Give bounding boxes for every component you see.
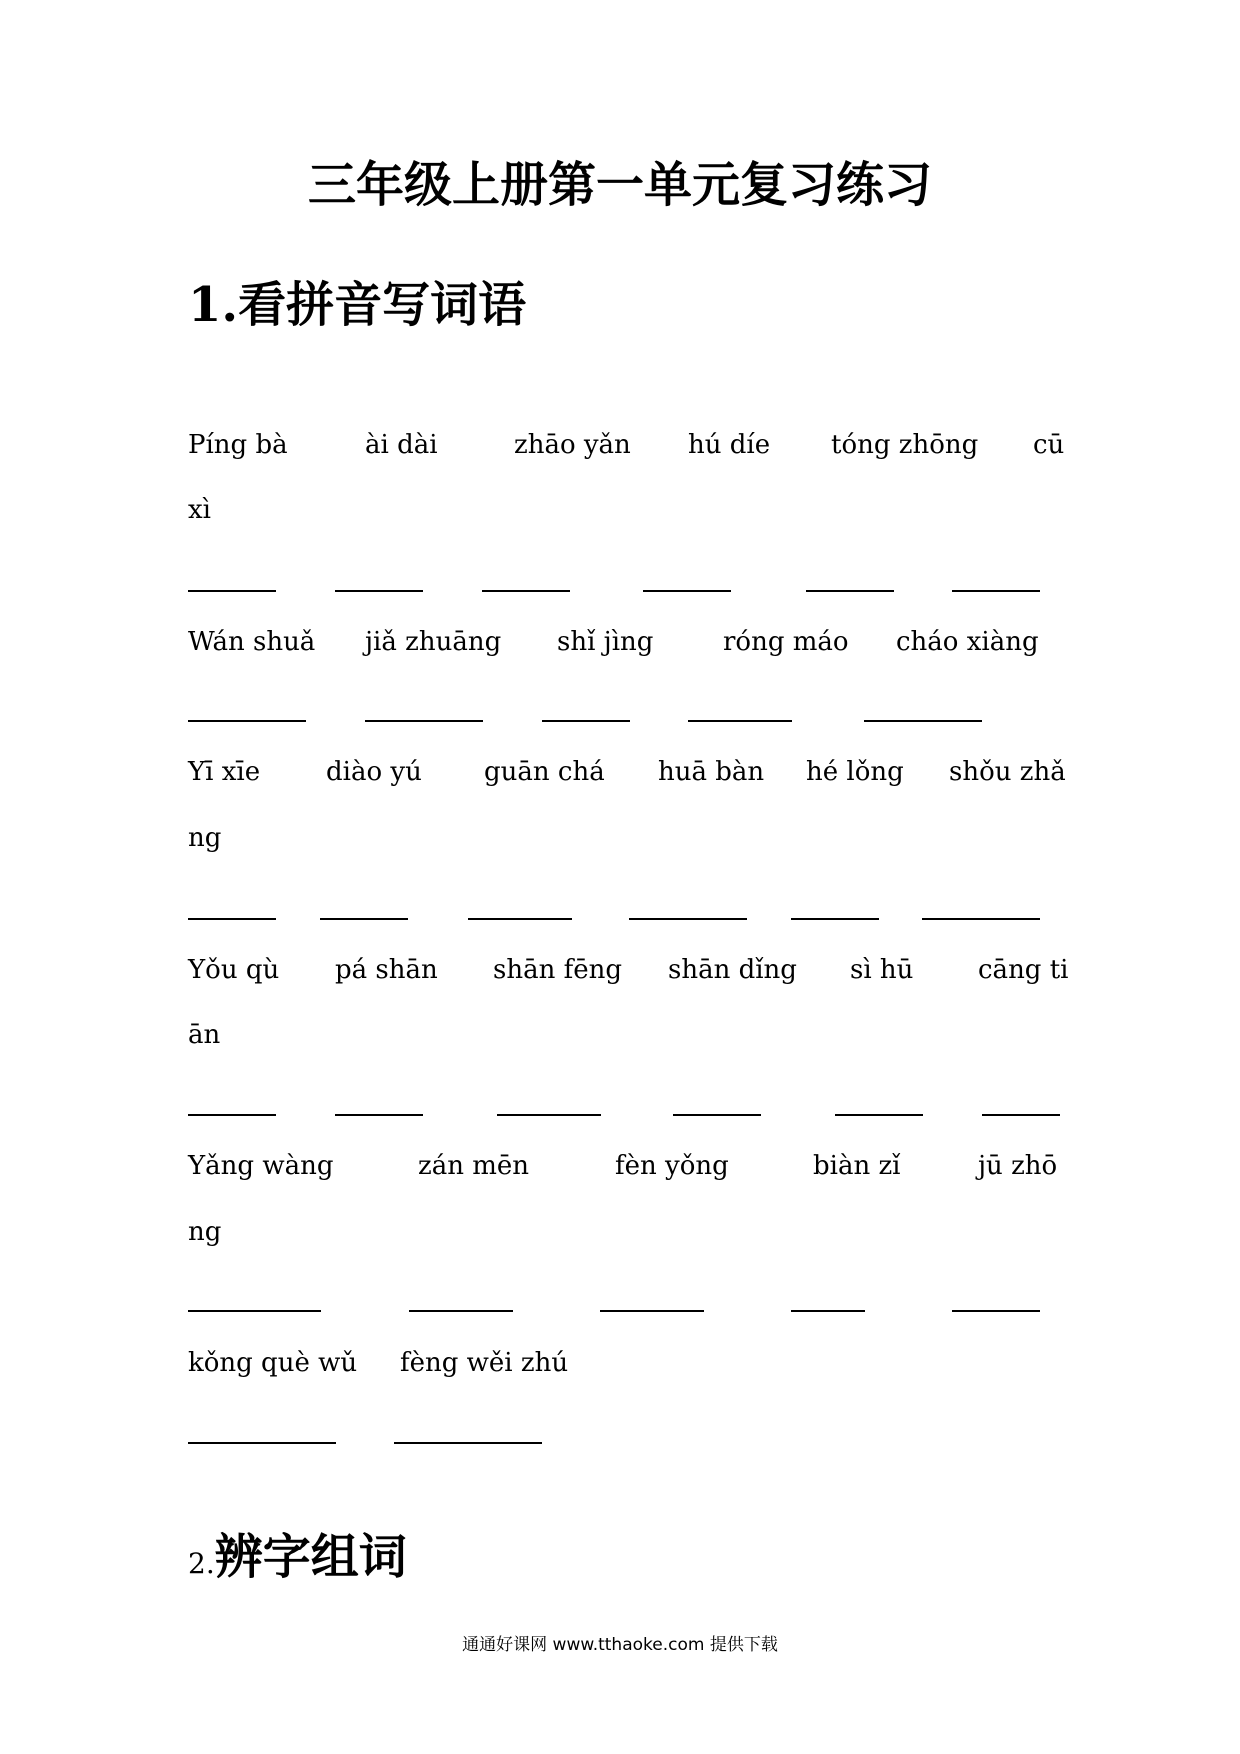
- pinyin-word: zhāo yǎn: [514, 430, 631, 460]
- pinyin-word: shǒu zhǎ: [949, 757, 1066, 787]
- pinyin-word: huā bàn: [658, 757, 765, 787]
- answer-blank[interactable]: [600, 1310, 704, 1312]
- section-2-number: 2.: [188, 1547, 215, 1580]
- pinyin-word: hú díe: [688, 430, 771, 460]
- pinyin-word: Yī xīe: [188, 757, 261, 787]
- answer-blank[interactable]: [806, 590, 894, 592]
- answer-blank[interactable]: [952, 1310, 1040, 1312]
- answer-blank[interactable]: [320, 918, 408, 920]
- pinyin-word: guān chá: [484, 757, 605, 787]
- section-2-heading: [188, 1522, 407, 1599]
- pinyin-word: kǒng què wǔ: [188, 1348, 358, 1378]
- answer-blank[interactable]: [791, 1310, 865, 1312]
- answer-blank[interactable]: [482, 590, 570, 592]
- footer-text: 通通好课网 www.tthaoke.com 提供下载: [462, 1635, 778, 1655]
- answer-blank[interactable]: [188, 590, 276, 592]
- pinyin-word: hé lǒng: [806, 757, 904, 787]
- pinyin-word: tóng zhōng: [831, 430, 979, 460]
- answer-blank[interactable]: [188, 720, 306, 722]
- pinyin-word: jū zhō: [978, 1151, 1058, 1181]
- answer-blank[interactable]: [643, 590, 731, 592]
- answer-blank[interactable]: [409, 1310, 513, 1312]
- pinyin-word: ài dài: [365, 430, 438, 460]
- pinyin-word: cāng ti: [978, 955, 1069, 985]
- answer-blank[interactable]: [542, 720, 630, 722]
- page-title: 三年级上册第一单元复习练习: [307, 157, 932, 213]
- pinyin-word: cháo xiàng: [896, 627, 1039, 657]
- pinyin-word: zán mēn: [418, 1151, 529, 1181]
- pinyin-word: fèng wěi zhú: [400, 1348, 569, 1378]
- pinyin-word: diào yú: [326, 757, 422, 787]
- answer-blank[interactable]: [952, 590, 1040, 592]
- pinyin-word: sì hū: [850, 955, 914, 985]
- answer-blank[interactable]: [982, 1114, 1060, 1116]
- answer-blank[interactable]: [188, 1442, 336, 1444]
- pinyin-word: Yǒu qù: [188, 955, 280, 985]
- pinyin-word: Píng bà: [188, 430, 288, 460]
- section-2-title: 辨字组词: [214, 1529, 407, 1585]
- answer-blank[interactable]: [497, 1114, 601, 1116]
- section-1-heading: 1.看拼音写词语: [188, 277, 527, 333]
- pinyin-row-4-wrap: ān: [188, 1020, 221, 1050]
- answer-blank[interactable]: [188, 918, 276, 920]
- answer-blank[interactable]: [394, 1442, 542, 1444]
- answer-blank[interactable]: [922, 918, 1040, 920]
- pinyin-row-5-wrap: ng: [188, 1217, 222, 1247]
- answer-blank[interactable]: [629, 918, 747, 920]
- answer-blank[interactable]: [335, 1114, 423, 1116]
- pinyin-word: jiǎ zhuāng: [365, 627, 502, 657]
- pinyin-word: fèn yǒng: [615, 1151, 729, 1181]
- answer-blank[interactable]: [835, 1114, 923, 1116]
- answer-blank[interactable]: [335, 590, 423, 592]
- answer-blank[interactable]: [188, 1310, 321, 1312]
- pinyin-row-1-wrap: xì: [188, 495, 211, 525]
- pinyin-word: cū: [1033, 430, 1065, 460]
- answer-blank[interactable]: [468, 918, 572, 920]
- pinyin-word: shān dǐng: [668, 955, 797, 985]
- pinyin-word: biàn zǐ: [813, 1151, 901, 1181]
- pinyin-word: shān fēng: [493, 955, 622, 985]
- pinyin-word: Yǎng wàng: [188, 1151, 334, 1181]
- answer-blank[interactable]: [864, 720, 982, 722]
- answer-blank[interactable]: [791, 918, 879, 920]
- pinyin-word: pá shān: [335, 955, 438, 985]
- pinyin-word: róng máo: [723, 627, 849, 657]
- answer-blank[interactable]: [688, 720, 792, 722]
- answer-blank[interactable]: [188, 1114, 276, 1116]
- pinyin-row-3-wrap: ng: [188, 823, 222, 853]
- answer-blank[interactable]: [673, 1114, 761, 1116]
- answer-blank[interactable]: [365, 720, 483, 722]
- pinyin-word: Wán shuǎ: [188, 627, 316, 657]
- pinyin-word: shǐ jìng: [557, 627, 654, 657]
